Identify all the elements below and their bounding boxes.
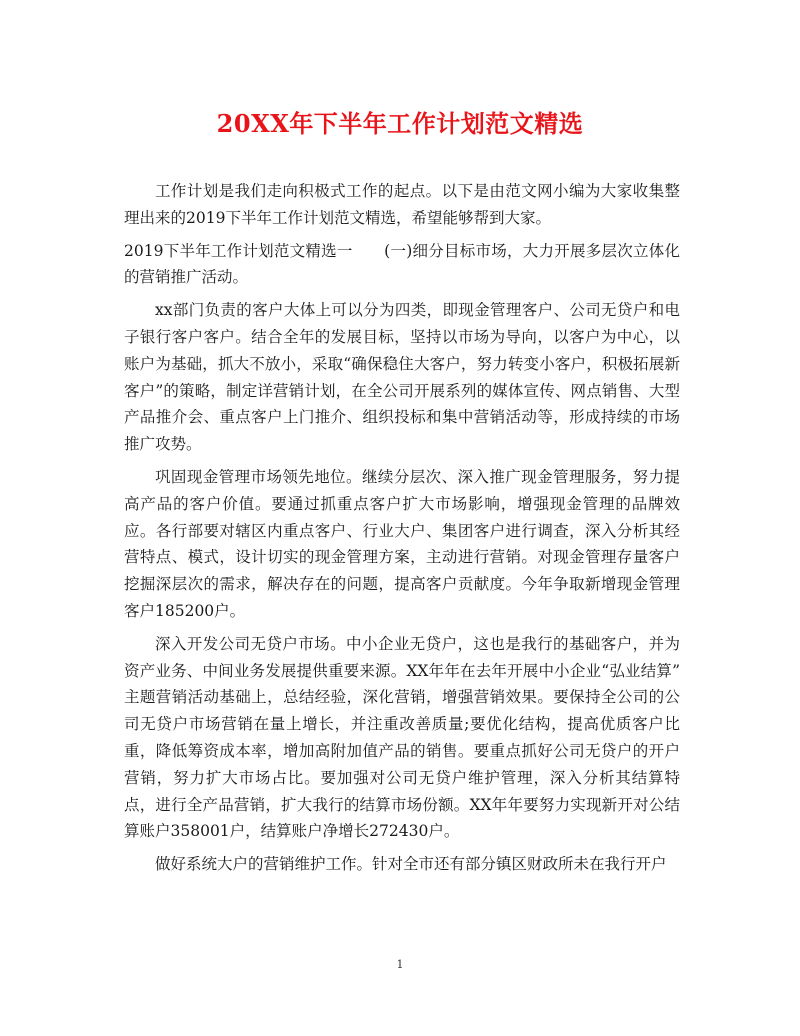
document-title: 20XX年下半年工作计划范文精选 [216, 109, 584, 138]
document-body [124, 178, 680, 884]
paragraph-cash-management: 巩固现金管理市场领先地位。继续分层次、深入推广现金管理服务，努力提高产品的客户价值。要通过抓重点客户扩大市场影响，增强现金管理的品牌效应。各行部要对辖区内重点客户、行业大户、集团客户进行调查，深入分析其经营特点、模式，设计切实的现金管理方案，主动进行营销。对现金管理存量客户挖掘深层次的需求，解决存在的问题，提高客户贡献度。今年争取新增现金管理客户185200户。 [124, 467, 680, 620]
paragraph-customer-types: xx部门负责的客户大体上可以分为四类，即现金管理客户、公司无贷户和电子银行客户客户。结合全年的发展目标，坚持以市场为导向，以客户为中心，以账户为基础，抓大不放小，采取“确保稳住大客户，努力转变小客户，积极拓展新客户”的策略，制定详营销计划，在全公司开展系列的媒体宣传、网点销售、大型产品推介会、重点客户上门推介、组织投标和集中营销活动等，形成持续的市场推广攻势。 [124, 301, 680, 454]
paragraph-system-accounts: 做好系统大户的营销维护工作。针对全市还有部分镇区财政所未在我行开户 [155, 855, 667, 874]
page-number: 1 [396, 958, 404, 971]
paragraph-intro: 工作计划是我们走向积极式工作的起点。以下是由范文网小编为大家收集整理出来的2019下半年工作计划范文精选，希望能够帮到大家。 [124, 182, 680, 227]
paragraph-section-heading: 2019下半年工作计划范文精选一 (一)细分目标市场，大力开展多层次立体化的营销推广活动。 [124, 241, 680, 287]
paragraph-no-loan-market: 深入开发公司无贷户市场。中小企业无贷户，这也是我行的基础客户，并为资产业务、中间业务发展提供重要来源。XX年年在去年开展中小企业“弘业结算” 主题营销活动基础上，总结经验，深化营销，增强营销效果。要保持全公司的公司无贷户市场营销在量上增长，并注重改善质量;要优化结构，提高优质客户比重，降低筹资成本率，增加高附加值产品的销售。要重点抓好公司无贷户的开户营销，努力扩大市场占比。要加强对公司无贷户维护管理，深入分析其结算特点，进行全产品营销，扩大我行的结算市场份额。XX年年要努力实现新开对公结算账户358001户，结算账户净增长272430户。 [124, 634, 680, 841]
